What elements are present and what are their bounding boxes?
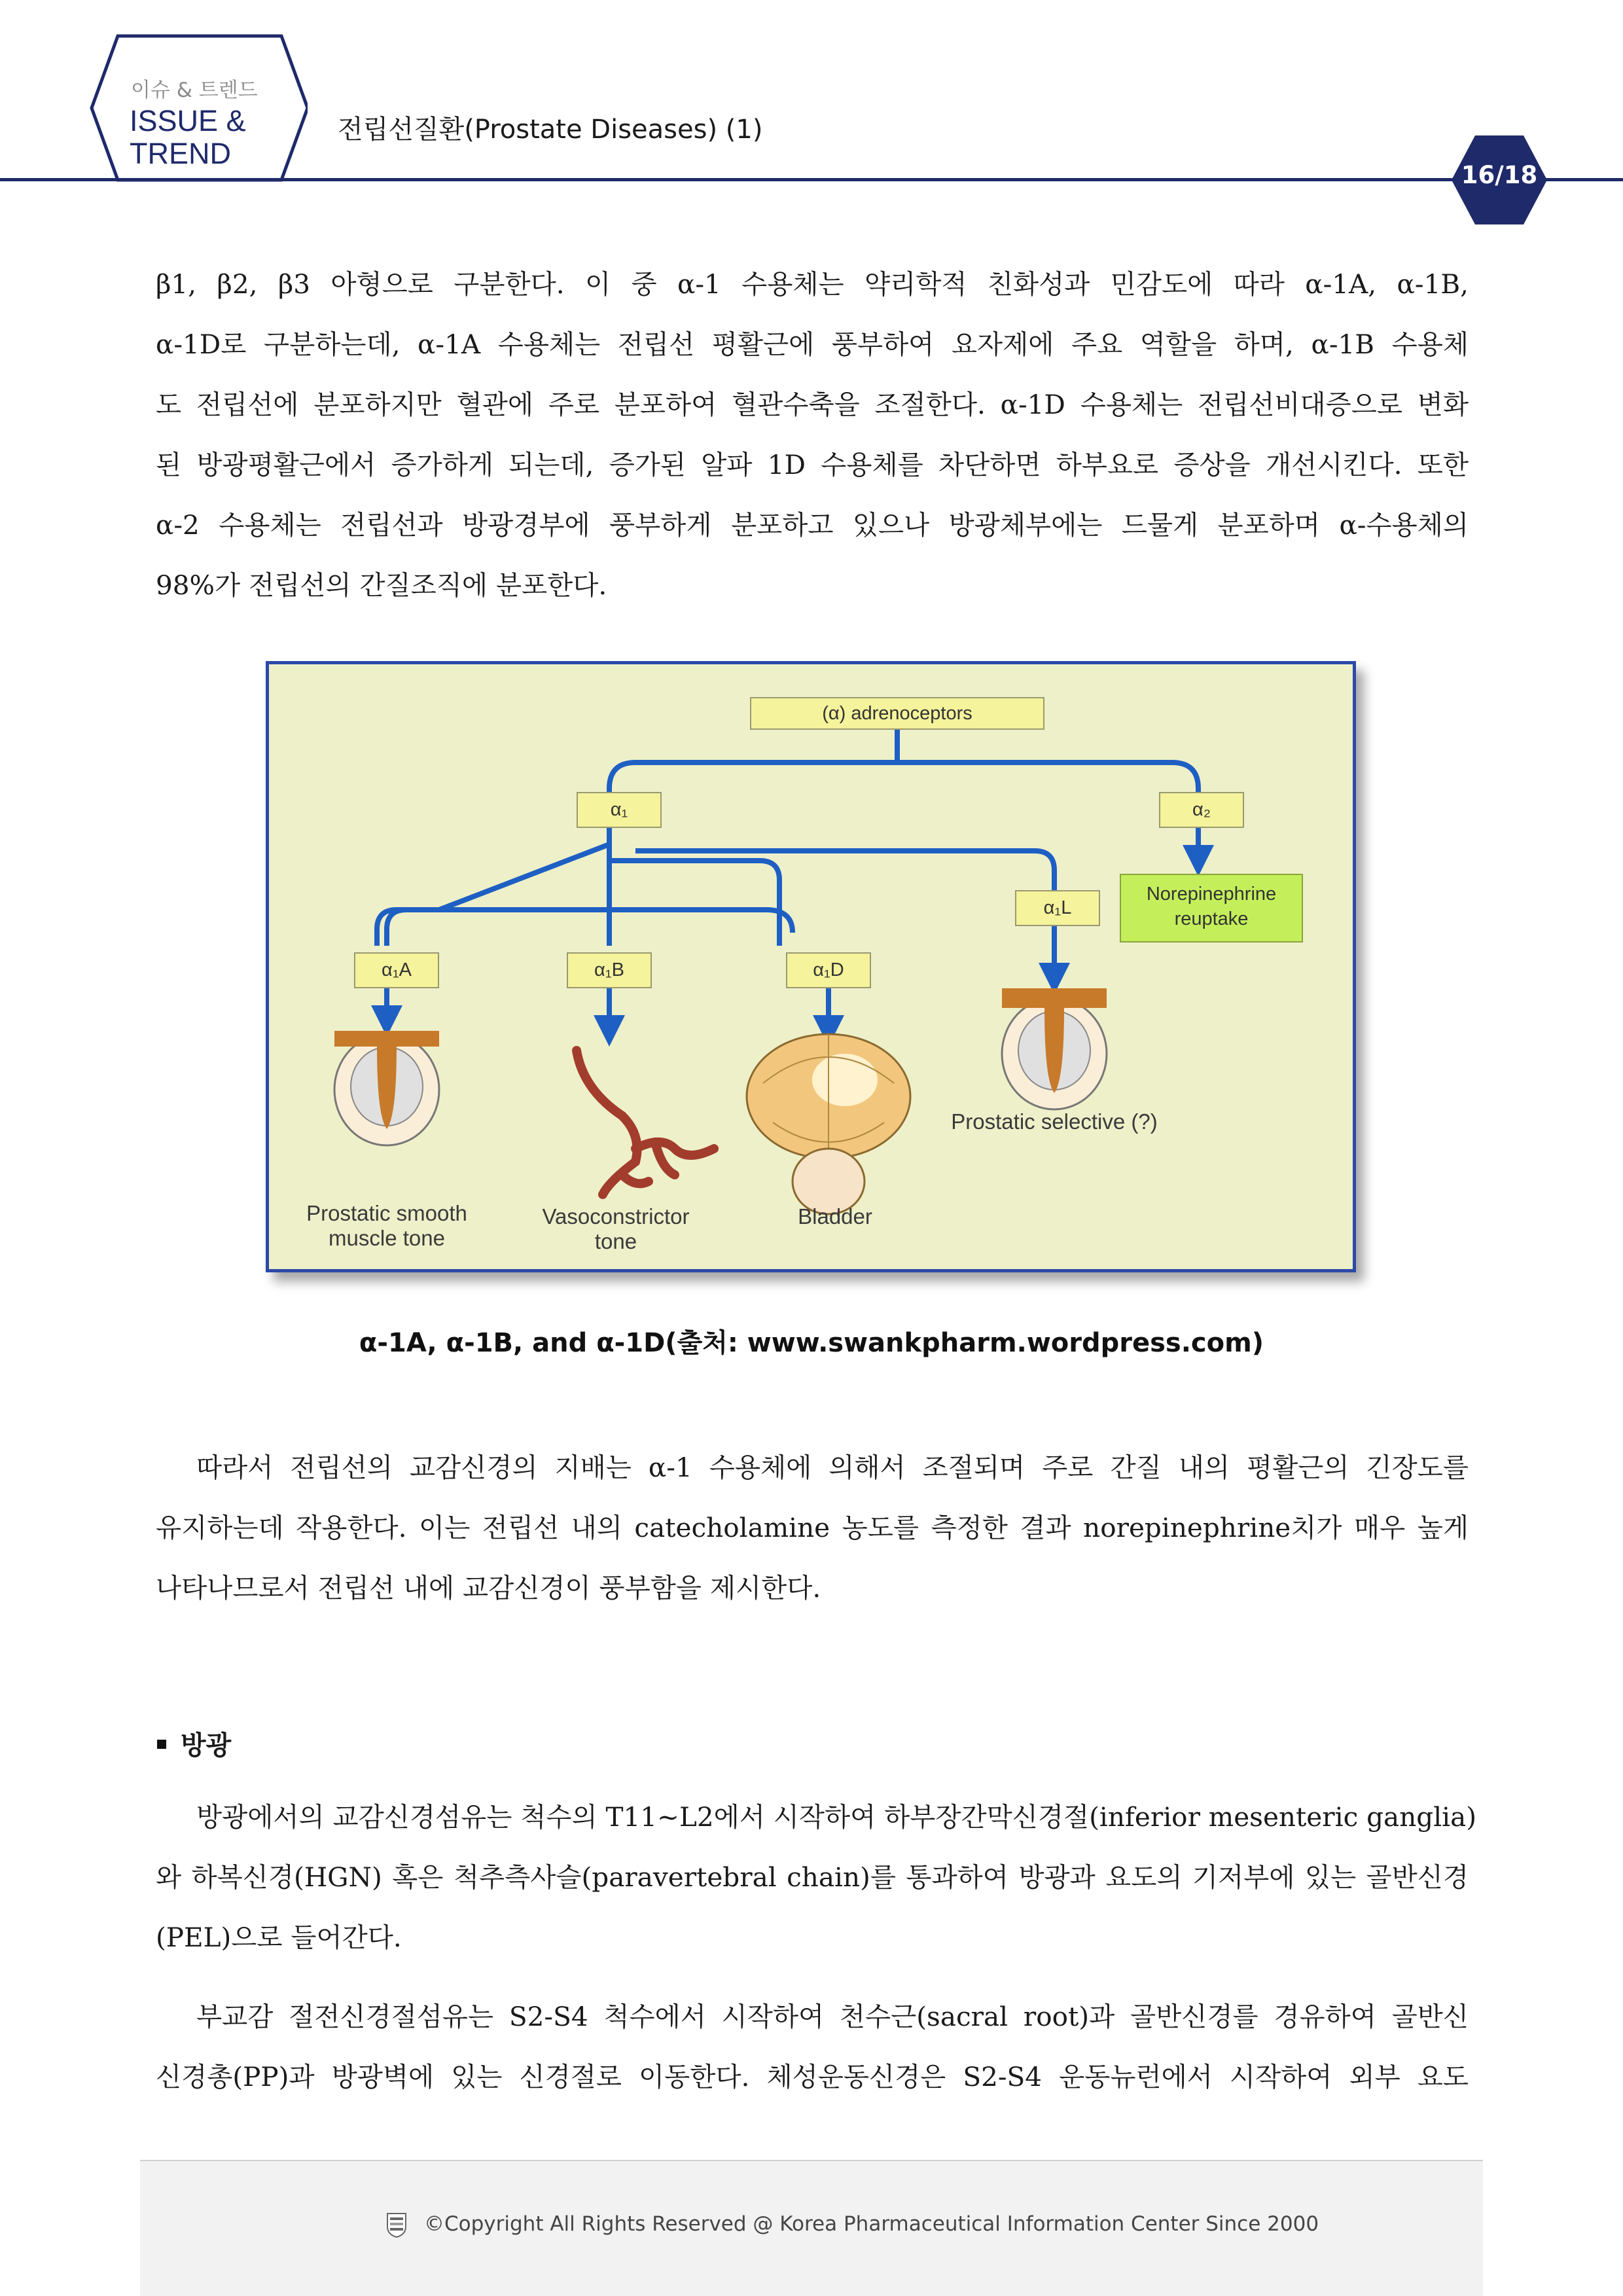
text-line: 나타나므로서 전립선 내에 교감신경이 풍부함을 제시한다. [156, 1572, 821, 1604]
prostate-icon [1002, 988, 1107, 1109]
text-line: 따라서 전립선의 교감신경의 지배는 α-1 수용체에 의해서 조절되며 주로 간질 내의 평활근의 긴장도를 [196, 1452, 1469, 1483]
footer-divider [140, 2160, 1483, 2161]
adrenoceptor-diagram [266, 661, 1356, 1272]
prostate-icon [334, 1031, 439, 1145]
prostatic-smooth-label: Prostatic smooth muscle tone [306, 1201, 467, 1250]
text-line: (PEL)으로 들어간다. [156, 1922, 402, 1953]
prostatic-selective-label: Prostatic selective (?) [951, 1109, 1158, 1134]
text-line: 방광에서의 교감신경섬유는 척수의 T11~L2에서 시작하여 하부장간막신경절(inferior mesenteric ganglia) [196, 1801, 1477, 1833]
text-line: 98%가 전립선의 간질조직에 분포한다. [156, 569, 607, 601]
header-divider [0, 178, 1623, 181]
paragraph-sympathetic [156, 1437, 1469, 1618]
figure-caption: α-1A, α-1B, and α-1D(출처: www.swankpharm.wordpress.com) [359, 1328, 1264, 1358]
document-title: 전립선질환(Prostate Diseases) (1) [338, 115, 763, 145]
page-number: 16/18 [1461, 161, 1538, 189]
bladder-icon [747, 1034, 910, 1214]
adrenoceptors-box: (α) adrenoceptors [750, 697, 1044, 730]
alpha1A-box: α₁A [354, 952, 439, 988]
alpha1-box: α₁ [577, 792, 662, 828]
paragraph-alpha-receptors [156, 254, 1469, 615]
bladder-label: Bladder [798, 1204, 872, 1229]
alpha1L-box: α₁L [1015, 890, 1100, 926]
paragraph-bladder-sympathetic [156, 1787, 1477, 1967]
text-line: 도 전립선에 분포하지만 혈관에 주로 분포하여 혈관수축을 조절한다. α-1D 수용체는 전립선비대증으로 변화 [156, 389, 1469, 420]
text-line: 신경총(PP)과 방광벽에 있는 신경절로 이동한다. 체성운동신경은 S2-S4 운동뉴런에서 시작하여 외부 요도 [156, 2061, 1469, 2092]
header-kicker: 이슈 & 트렌드 [131, 79, 258, 102]
text-line: 부교감 절전신경절섬유는 S2-S4 척수에서 시작하여 천수근(sacral root)과 골반신경를 경유하여 골반신 [196, 2001, 1469, 2032]
text-line: 된 방광평활근에서 증가하게 되는데, 증가된 알파 1D 수용체를 차단하면 하부요로 증상을 개선시킨다. 또한 [156, 449, 1469, 480]
kpic-logo-icon [385, 2211, 408, 2238]
text-line: α-1D로 구분하는데, α-1A 수용체는 전립선 평활근에 풍부하여 요자제에 주요 역할을 하며, α-1B 수용체 [156, 329, 1469, 360]
alpha2-box: α₂ [1159, 792, 1244, 828]
vasoconstrictor-label: Vasoconstrictor tone [542, 1204, 690, 1253]
section-heading: 방광 [157, 1725, 231, 1762]
alpha1B-box: α₁B [567, 952, 652, 988]
paragraph-parasympathetic [156, 1986, 1469, 2107]
text-line: β1, β2, β3 아형으로 구분한다. 이 중 α-1 수용체는 약리학적 친화성과 민감도에 따라 α-1A, α-1B, [156, 268, 1469, 300]
text-line: 와 하복신경(HGN) 혹은 척추측사슬(paravertebral chain)를 통과하여 방광과 요도의 기저부에 있는 골반신경 [156, 1861, 1469, 1893]
issue-trend-logo: ISSUE & TREND [130, 104, 246, 170]
text-line: 유지하는데 작용한다. 이는 전립선 내의 catecholamine 농도를 측정한 결과 norepinephrine치가 매우 높게 [156, 1512, 1469, 1543]
norepinephrine-reuptake-box: Norepinephrine reuptake [1120, 874, 1303, 942]
copyright-text: ©Copyright All Rights Reserved @ Korea Pharmaceutical Information Center Since 2000 [424, 2212, 1319, 2236]
bullet-icon [157, 1740, 166, 1749]
alpha1D-box: α₁D [786, 952, 871, 988]
blood-vessel-icon [577, 1050, 714, 1194]
text-line: α-2 수용체는 전립선과 방광경부에 풍부하게 분포하고 있으나 방광체부에는 드물게 분포하며 α-수용체의 [156, 509, 1469, 541]
